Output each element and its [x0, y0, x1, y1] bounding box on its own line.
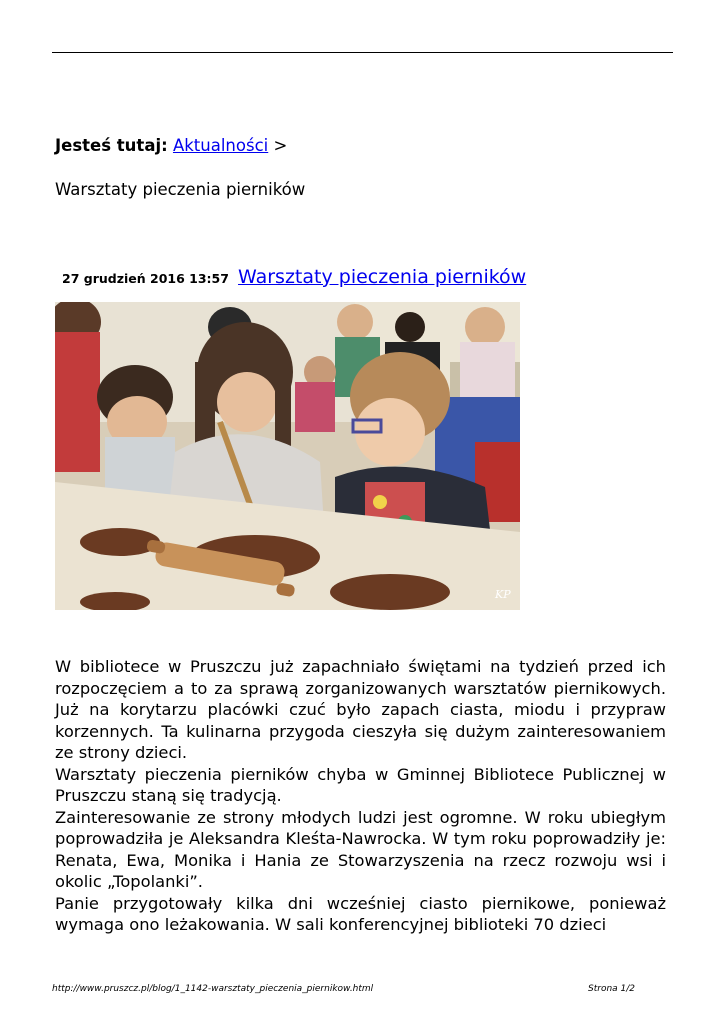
article-photo — [55, 302, 520, 610]
article-paragraph: Panie przygotowały kilka dni wcześniej ciasto piernikowe, ponieważ wymaga ono leżakowania. W sali konferencyjnej biblioteki 70 dzieci — [55, 893, 666, 934]
post-date: 27 grudzień 2016 13:57 — [62, 271, 229, 286]
photo-illustration — [55, 302, 520, 610]
breadcrumb — [55, 136, 287, 155]
breadcrumb-label: Jesteś tutaj: — [55, 136, 168, 155]
post-title-link[interactable]: Warsztaty pieczenia pierników — [238, 266, 527, 288]
page-subtitle: Warsztaty pieczenia pierników — [55, 180, 306, 199]
article-paragraph: Zainteresowanie ze strony młodych ludzi jest ogromne. W roku ubiegłym poprowadziła je Aleksandra Kleśta-Nawrocka. W tym roku poprowadziły je: Renata, Ewa, Monika i Hania ze Stowarzyszenia na rzecz rozwoju wsi i okolic „Topolanki”. — [55, 807, 666, 891]
post-meta — [62, 266, 526, 288]
top-rule — [52, 52, 673, 53]
photo-watermark: KP — [495, 588, 511, 601]
article-paragraph: Warsztaty pieczenia pierników chyba w Gminnej Bibliotece Publicznej w Pruszczu staną się tradycją. — [55, 764, 666, 805]
breadcrumb-link-aktualnosci[interactable]: Aktualności — [172, 136, 269, 155]
footer-url: http://www.pruszcz.pl/blog/1_1142-warsztaty_pieczenia_piernikow.html — [52, 984, 374, 994]
breadcrumb-separator: > — [273, 136, 288, 155]
article-paragraph: W bibliotece w Pruszczu już zapachniało świętami na tydzień przed ich rozpoczęciem a to za sprawą zorganizowanych warsztatów piernikowych. Już na korytarzu placówki czuć było zapach ciasta, miodu i przypraw korzennych. Ta kulinarna przygoda cieszyła się dużym zainteresowaniem ze strony dzieci. — [55, 657, 666, 762]
footer-page-number: Strona 1/2 — [588, 984, 636, 994]
article-body — [55, 656, 666, 936]
